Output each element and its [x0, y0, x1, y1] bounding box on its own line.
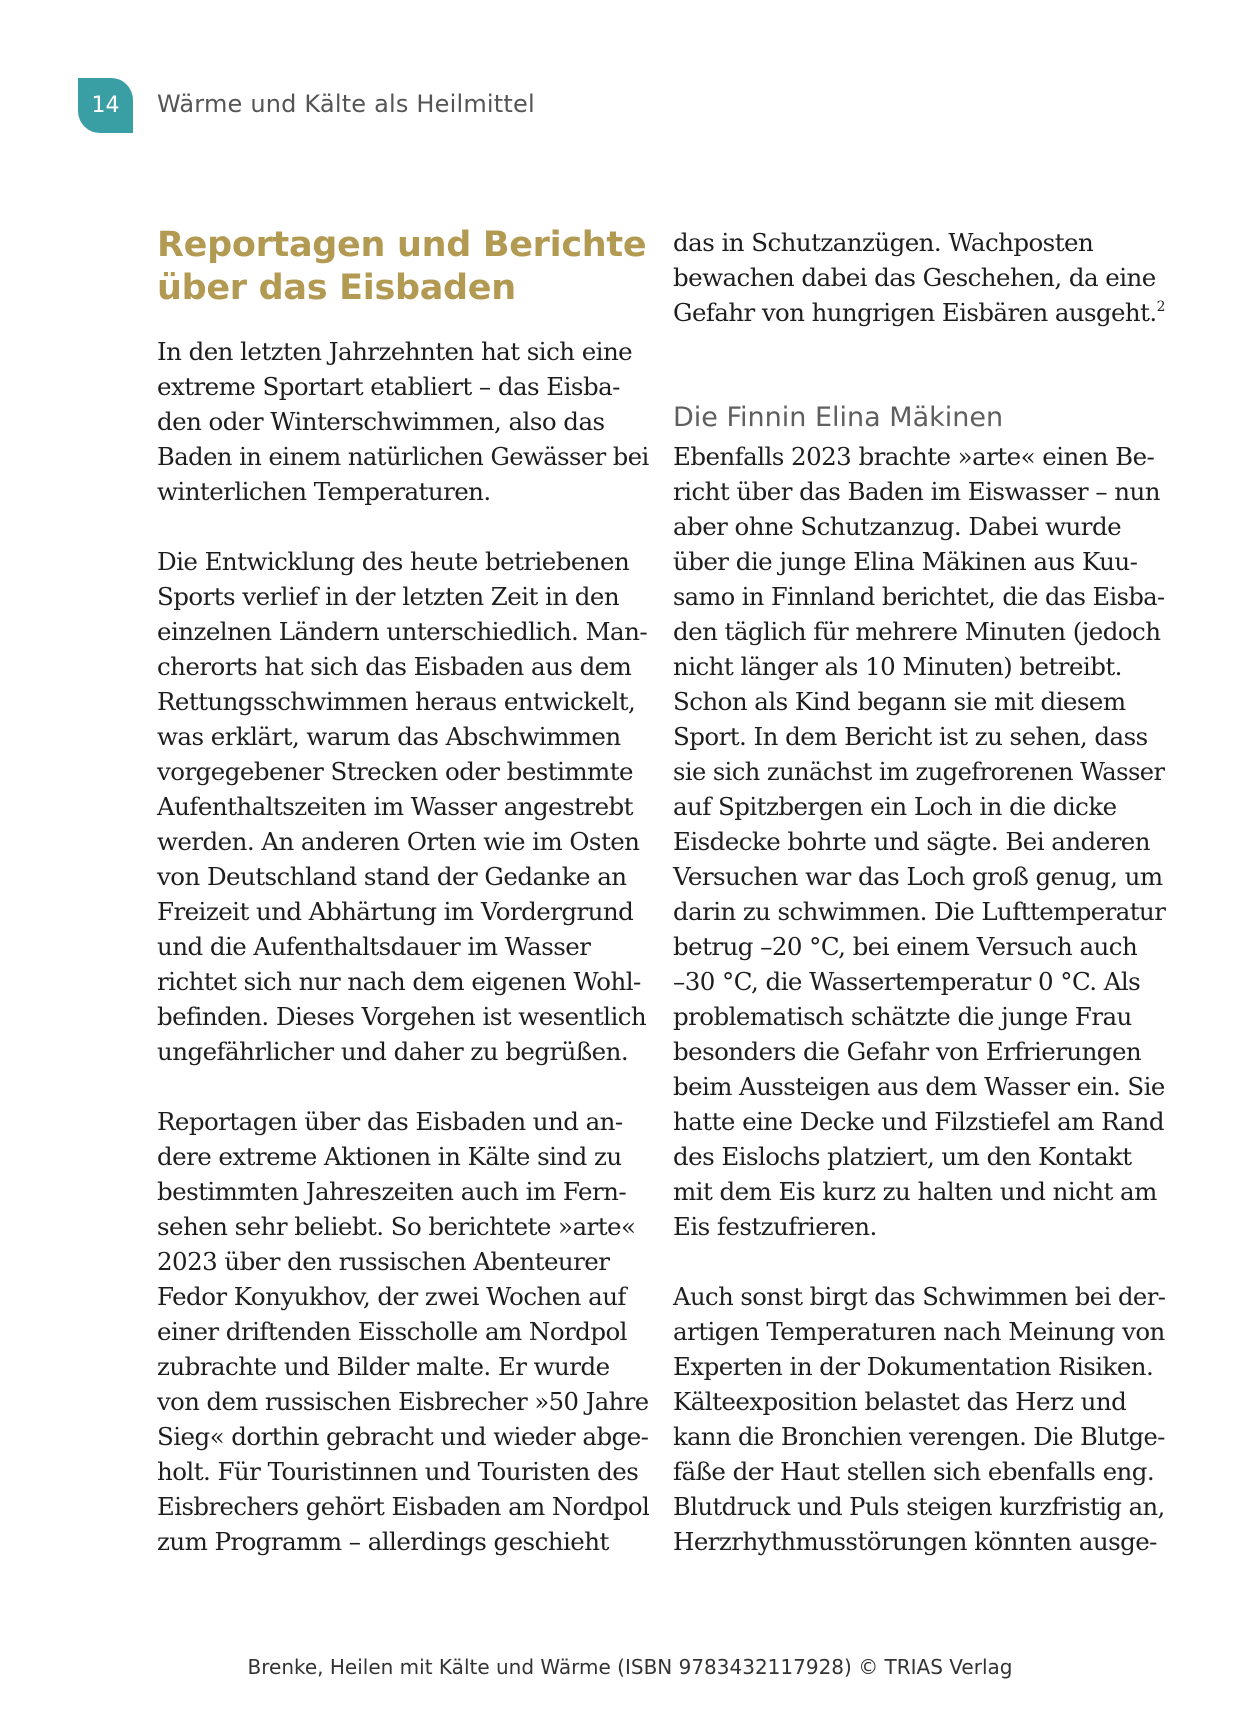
text-line: beim Aussteigen aus dem Wasser ein. Sie — [673, 1072, 1165, 1101]
text-line: problematisch schätzte die junge Frau — [673, 1002, 1132, 1031]
text-line: Rettungsschwimmen heraus entwickelt, — [157, 687, 636, 716]
text-line: bestimmten Jahreszeiten auch im Fern- — [157, 1177, 627, 1206]
text-line: mit dem Eis kurz zu halten und nicht am — [673, 1177, 1157, 1206]
text-line: Herzrhythmusstörungen könnten ausge- — [673, 1527, 1157, 1556]
text-line: besonders die Gefahr von Erfrierungen — [673, 1037, 1142, 1066]
text-line: des Eislochs platziert, um den Kontakt — [673, 1142, 1132, 1171]
text-line: Eisbrechers gehört Eisbaden am Nordpol — [157, 1492, 650, 1521]
text-line: artigen Temperaturen nach Meinung von — [673, 1317, 1165, 1346]
text-line: und die Aufenthaltsdauer im Wasser — [157, 932, 591, 961]
text-line: zum Programm – allerdings geschieht — [157, 1527, 609, 1556]
running-title: Wärme und Kälte als Heilmittel — [157, 90, 535, 118]
text-line: extreme Sportart etabliert – das Eisba- — [157, 372, 620, 401]
subsection-heading: Die Finnin Elina Mäkinen — [673, 402, 1004, 433]
text-line: darin zu schwimmen. Die Lufttemperatur — [673, 897, 1166, 926]
text-line: auf Spitzbergen ein Loch in die dicke — [673, 792, 1117, 821]
text-line: Ebenfalls 2023 brachte »arte« einen Be- — [673, 442, 1155, 471]
page-number: 14 — [91, 93, 120, 118]
page-number-badge — [78, 78, 133, 133]
text-line-content: Gefahr von hungrigen Eisbären ausgeht. — [673, 298, 1157, 327]
text-line: Blutdruck und Puls steigen kurzfristig an, — [673, 1492, 1165, 1521]
text-line: dere extreme Aktionen in Kälte sind zu — [157, 1142, 622, 1171]
footnote-marker: 2 — [1156, 299, 1165, 315]
text-line: von Deutschland stand der Gedanke an — [157, 862, 627, 891]
text-line: richt über das Baden im Eiswasser – nun — [673, 477, 1160, 506]
text-line: fäße der Haut stellen sich ebenfalls eng. — [673, 1457, 1155, 1486]
text-line: Kälteexposition belastet das Herz und — [673, 1387, 1127, 1416]
text-line: Versuchen war das Loch groß genug, um — [673, 862, 1163, 891]
text-line: Eisdecke bohrte und sägte. Bei anderen — [673, 827, 1150, 856]
text-line: 2023 über den russischen Abenteurer — [157, 1247, 610, 1276]
text-line: betrug –20 °C, bei einem Versuch auch — [673, 932, 1138, 961]
text-line: werden. An anderen Orten wie im Osten — [157, 827, 640, 856]
text-line: aber ohne Schutzanzug. Dabei wurde — [673, 512, 1122, 541]
text-line: ungefährlicher und daher zu begrüßen. — [157, 1037, 629, 1066]
text-line: In den letzten Jahrzehnten hat sich eine — [157, 337, 633, 366]
text-line: bewachen dabei das Geschehen, da eine — [673, 263, 1156, 292]
text-line: kann die Bronchien verengen. Die Blutge- — [673, 1422, 1165, 1451]
text-line: vorgegebener Strecken oder bestimmte — [157, 757, 633, 786]
text-line: befinden. Dieses Vorgehen ist wesentlich — [157, 1002, 647, 1031]
text-line: was erklärt, warum das Abschwimmen — [157, 722, 621, 751]
text-line: Sieg« dorthin gebracht und wieder abge- — [157, 1422, 649, 1451]
text-line: holt. Für Touristinnen und Touristen des — [157, 1457, 639, 1486]
text-line: sehen sehr beliebt. So berichtete »arte« — [157, 1212, 636, 1241]
text-line: winterlichen Temperaturen. — [157, 477, 491, 506]
text-line: Sport. In dem Bericht ist zu sehen, dass — [673, 722, 1148, 751]
text-line: –30 °C, die Wassertemperatur 0 °C. Als — [673, 967, 1141, 996]
text-line: Sports verlief in der letzten Zeit in den — [157, 582, 620, 611]
copyright-footer: Brenke, Heilen mit Kälte und Wärme (ISBN 9783432117928) © TRIAS Verlag — [247, 1655, 1013, 1679]
text-line: Experten in der Dokumentation Risiken. — [673, 1352, 1154, 1381]
text-line: richtet sich nur nach dem eigenen Wohl- — [157, 967, 641, 996]
text-line: von dem russischen Eisbrecher »50 Jahre — [157, 1387, 649, 1416]
section-heading-line: über das Eisbaden — [157, 268, 516, 308]
text-line: das in Schutzanzügen. Wachposten — [673, 228, 1094, 257]
text-line: sie sich zunächst im zugefrorenen Wasser — [673, 757, 1165, 786]
text-line — [673, 298, 1165, 327]
text-line: hatte eine Decke und Filzstiefel am Rand — [673, 1107, 1165, 1136]
section-heading-line: Reportagen und Berichte — [157, 225, 647, 265]
text-line: Fedor Konyukhov, der zwei Wochen auf — [157, 1282, 626, 1311]
text-line: den täglich für mehrere Minuten (jedoch — [673, 617, 1161, 646]
text-line: Schon als Kind begann sie mit diesem — [673, 687, 1126, 716]
text-line: Aufenthaltszeiten im Wasser angestrebt — [157, 792, 633, 821]
text-line: einzelnen Ländern unterschiedlich. Man- — [157, 617, 648, 646]
text-line: Baden in einem natürlichen Gewässer bei — [157, 442, 649, 471]
text-line: zubrachte und Bilder malte. Er wurde — [157, 1352, 610, 1381]
text-line: nicht länger als 10 Minuten) betreibt. — [673, 652, 1122, 681]
text-line: Freizeit und Abhärtung im Vordergrund — [157, 897, 634, 926]
text-line: den oder Winterschwimmen, also das — [157, 407, 605, 436]
text-line: Reportagen über das Eisbaden und an- — [157, 1107, 623, 1136]
text-line: Eis festzufrieren. — [673, 1212, 877, 1241]
text-line: einer driftenden Eisscholle am Nordpol — [157, 1317, 627, 1346]
text-line: samo in Finnland berichtet, die das Eisba- — [673, 582, 1165, 611]
text-line: Auch sonst birgt das Schwimmen bei der- — [673, 1282, 1166, 1311]
text-line: Die Entwicklung des heute betriebenen — [157, 547, 630, 576]
text-line: cherorts hat sich das Eisbaden aus dem — [157, 652, 632, 681]
text-line: über die junge Elina Mäkinen aus Kuu- — [673, 547, 1138, 576]
